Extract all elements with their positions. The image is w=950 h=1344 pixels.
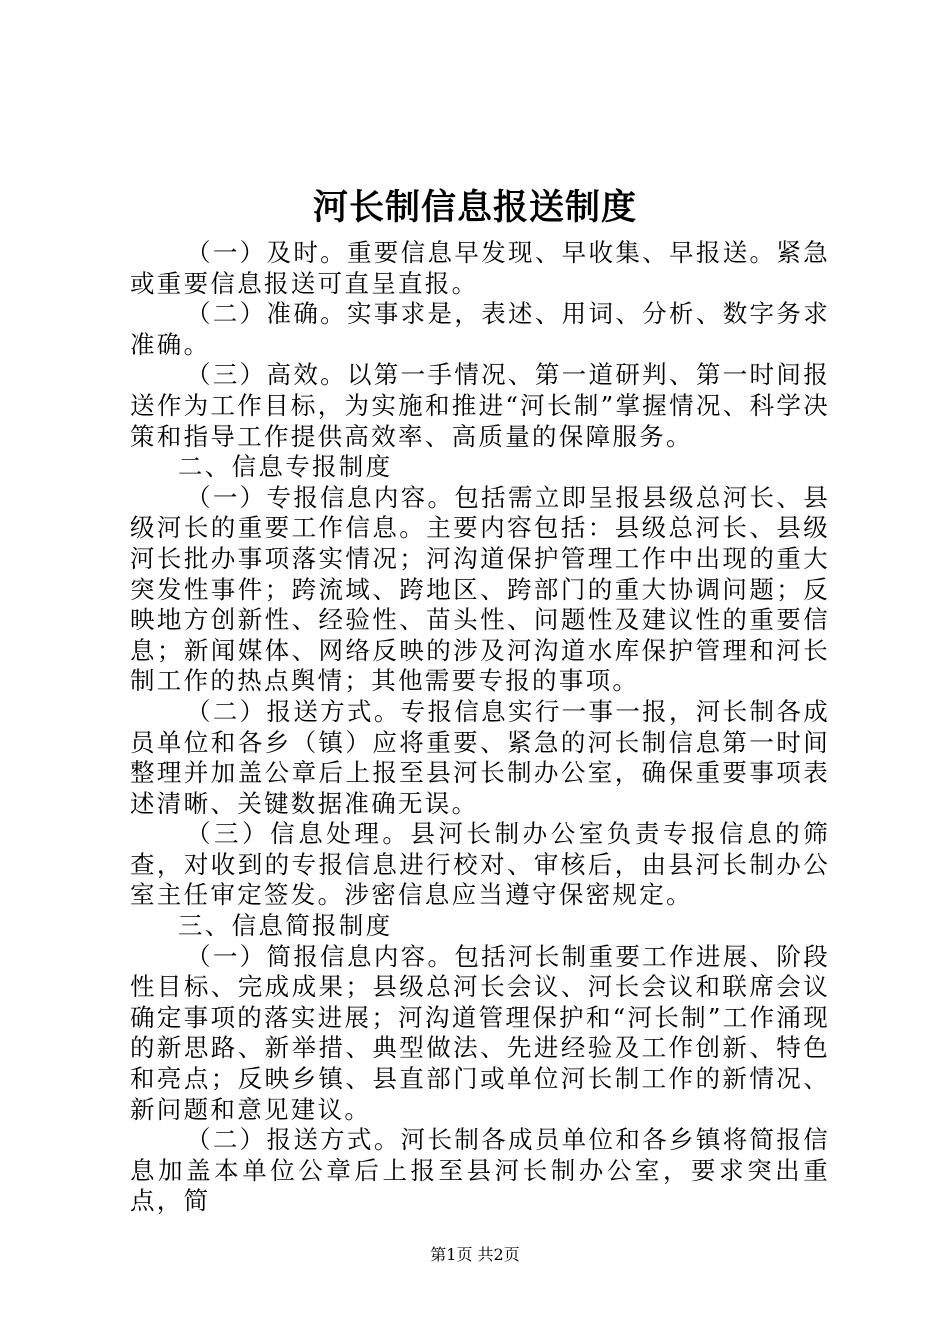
section-heading-special-report: 二、信息专报制度	[178, 452, 393, 482]
document-title: 河长制信息报送制度	[312, 187, 637, 228]
paragraph-brief-report-method: （二）报送方式。河长制各成员单位和各乡镇将简报信息加盖本单位公章后上报至县河长制办公室，要求突出重点，简	[130, 1125, 830, 1216]
paragraph-efficient: （三）高效。以第一手情况、第一道研判、第一时间报送作为工作目标，为实施和推进“河长制”掌握情况、科学决策和指导工作提供高效率、高质量的保障服务。	[130, 360, 830, 451]
section-heading-brief-report: 三、信息简报制度	[178, 911, 393, 941]
page-footer: 第1页 共2页	[430, 1245, 520, 1264]
document-body	[130, 238, 830, 1217]
paragraph-brief-report-content: （一）简报信息内容。包括河长制重要工作进展、阶段性目标、完成成果；县级总河长会议、河长会议和联席会议确定事项的落实进展；河沟道管理保护和“河长制”工作涌现的新思路、新举措、典型做法、先进经验及工作创新、特色和亮点；反映乡镇、县直部门或单位河长制工作的新情况、新问题和意见建议。	[130, 941, 830, 1124]
paragraph-special-report-processing: （三）信息处理。县河长制办公室负责专报信息的筛查，对收到的专报信息进行校对、审核后，由县河长制办公室主任审定签发。涉密信息应当遵守保密规定。	[130, 819, 830, 910]
paragraph-timely: （一）及时。重要信息早发现、早收集、早报送。紧急或重要信息报送可直呈直报。	[130, 238, 830, 298]
paragraph-accurate: （二）准确。实事求是，表述、用词、分析、数字务求准确。	[130, 299, 830, 359]
paragraph-special-report-content: （一）专报信息内容。包括需立即呈报县级总河长、县级河长的重要工作信息。主要内容包括：县级总河长、县级河长批办事项落实情况；河沟道保护管理工作中出现的重大突发性事件；跨流域、跨地区、跨部门的重大协调问题；反映地方创新性、经验性、苗头性、问题性及建议性的重要信息；新闻媒体、网络反映的涉及河沟道水库保护管理和河长制工作的热点舆情；其他需要专报的事项。	[130, 482, 830, 696]
paragraph-special-report-method: （二）报送方式。专报信息实行一事一报，河长制各成员单位和各乡（镇）应将重要、紧急的河长制信息第一时间整理并加盖公章后上报至县河长制办公室，确保重要事项表述清晰、关键数据准确无误。	[130, 696, 830, 818]
